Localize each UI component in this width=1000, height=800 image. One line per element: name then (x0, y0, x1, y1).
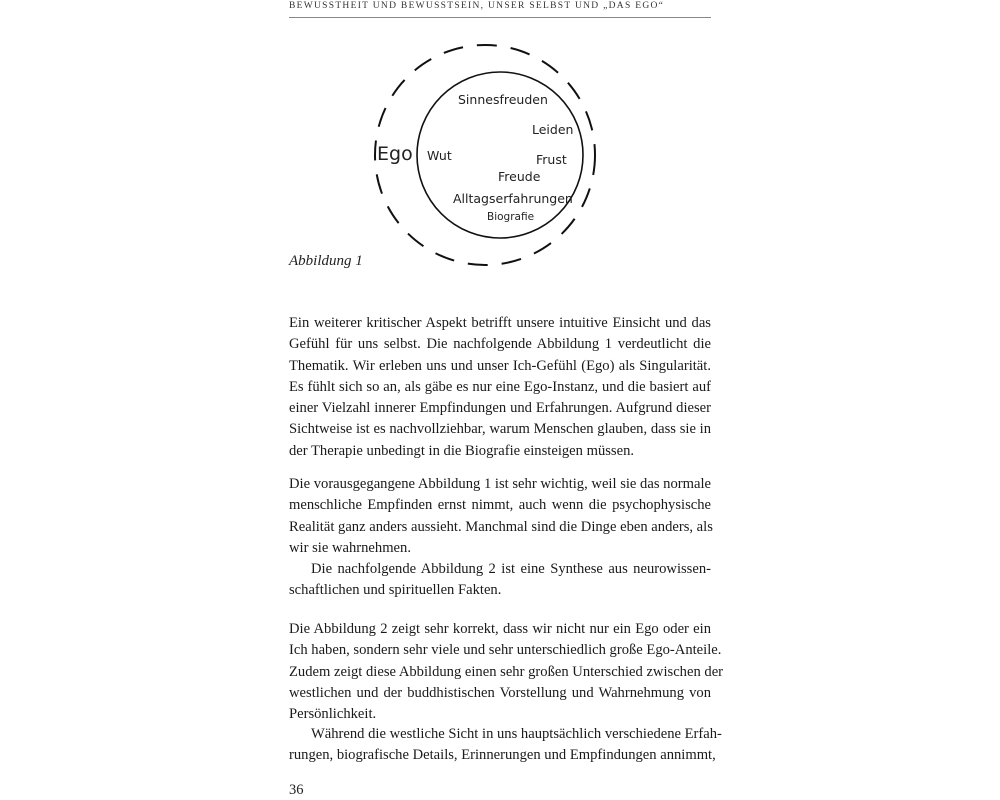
text-line: Die Abbildung 2 zeigt sehr korrekt, dass wir nicht nur ein Ego oder ein (289, 621, 711, 637)
text-line: einer Vielzahl innerer Empfindungen und Erfahrungen. Aufgrund dieser (289, 400, 711, 417)
paragraph-1 (289, 313, 711, 462)
text-line: westlichen und der buddhistischen Vorstellung und Wahrnehmung von (289, 684, 711, 701)
text-line: Die nachfolgende Abbildung 2 ist eine Synthese aus neurowissen- (311, 561, 711, 577)
paragraph-5 (289, 724, 722, 767)
label-biografie: Biografie (487, 211, 535, 223)
text-line: Persönlichkeit. (289, 706, 377, 723)
text-line: Es fühlt sich so an, als gäbe es nur eine Ego-Instanz, und die basiert auf (289, 378, 711, 395)
ego-diagram (360, 40, 630, 280)
label-wut: Wut (427, 148, 452, 163)
text-line: Ich haben, sondern sehr viele und sehr unterschiedlich große Ego-Anteile. (289, 642, 722, 659)
figure-caption: Abbildung 1 (289, 253, 363, 269)
text-line: Gefühl für uns selbst. Die nachfolgende Abbildung 1 verdeutlicht die (289, 336, 711, 353)
label-leiden: Leiden (532, 122, 574, 137)
running-head: BEWUSSTHEIT UND BEWUSSTSEIN, UNSER SELBST UND „DAS EGO“ (289, 1, 665, 11)
label-frust: Frust (536, 152, 567, 167)
text-line: Realität ganz anders aussieht. Manchmal sind die Dinge eben anders, als (289, 518, 713, 535)
text-line: der Therapie unbedingt in die Biografie einsteigen müssen. (289, 442, 635, 459)
text-line: schaftlichen und spirituellen Fakten. (289, 582, 502, 599)
text-line: Ein weiterer kritischer Aspekt betrifft unsere intuitive Einsicht und das (289, 315, 711, 331)
text-line: menschliche Empfinden ernst nimmt, auch wenn die psychophysische (289, 497, 711, 514)
text-line: wir sie wahrnehmen. (289, 539, 411, 556)
text-line: rungen, biografische Details, Erinnerungen und Empfindungen annimmt, (289, 747, 716, 764)
paragraph-4 (289, 619, 724, 725)
label-freude: Freude (498, 169, 541, 184)
header-rule (289, 17, 711, 18)
text-line: Die vorausgegangene Abbildung 1 ist sehr wichtig, weil sie das normale (289, 476, 711, 492)
paragraph-2 (289, 474, 711, 559)
text-line: Während die westliche Sicht in uns hauptsächlich verschiedene Erfah- (311, 726, 722, 742)
text-line: Thematik. Wir erleben uns und unser Ich-Gefühl (Ego) als Singularität. (289, 357, 711, 374)
paragraph-3 (289, 559, 711, 602)
ego-label: Ego (377, 143, 413, 165)
page-number: 36 (289, 782, 304, 798)
text-line: Zudem zeigt diese Abbildung einen sehr großen Unterschied zwischen der (289, 663, 724, 680)
label-alltagserfahrungen: Alltagserfahrungen (453, 191, 573, 206)
text-line: Sichtweise ist es nachvollziehbar, warum Menschen glauben, dass sie in (289, 421, 711, 438)
figure-1 (360, 40, 630, 280)
label-sinnesfreuden: Sinnesfreuden (458, 92, 548, 107)
